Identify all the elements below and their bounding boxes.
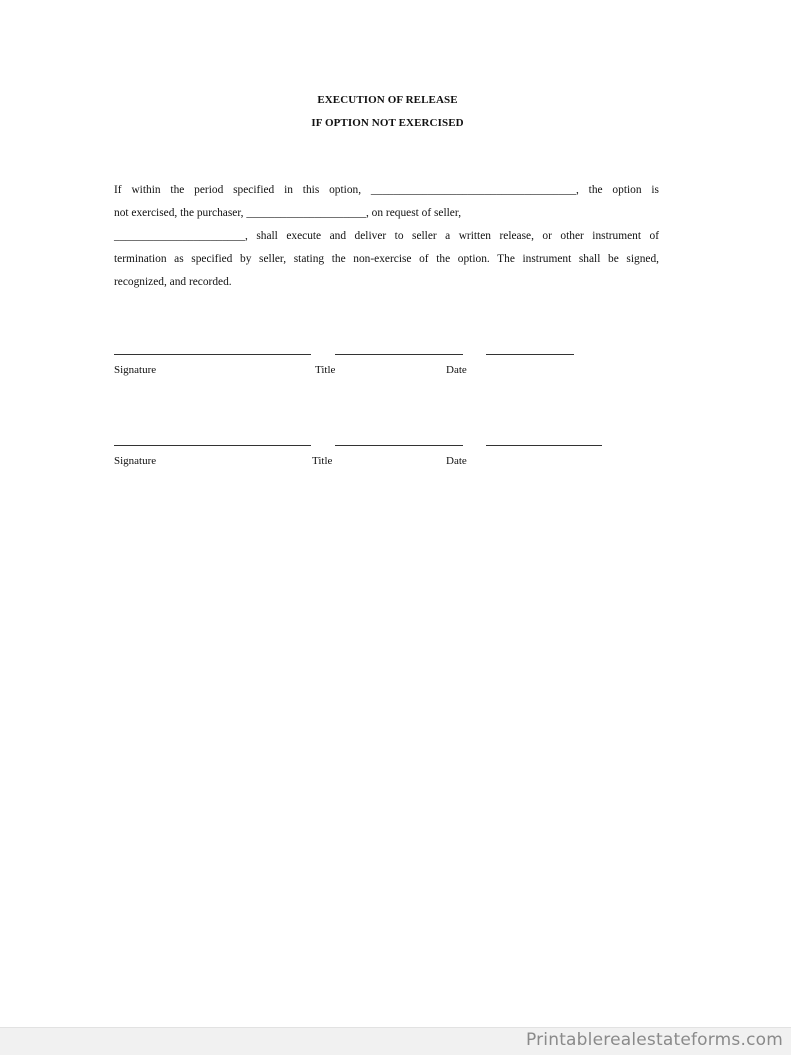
signature-block-2 xyxy=(0,435,791,475)
signature-line[interactable] xyxy=(114,354,311,355)
title-label: Title xyxy=(315,364,336,376)
date-label: Date xyxy=(446,364,467,376)
date-label: Date xyxy=(446,455,467,467)
document-title: EXECUTION OF RELEASE xyxy=(317,94,458,106)
title-label: Title xyxy=(312,455,333,467)
paragraph-line-2: not exercised, the purchaser, _____________________, on request of seller, xyxy=(114,207,462,219)
paragraph-line-1: If within the period specified in this option, ____________________________________, the option is xyxy=(114,184,659,196)
paragraph-line-3: _______________________, shall execute and deliver to seller a written release, or other instrument of xyxy=(114,230,659,242)
title-line[interactable] xyxy=(335,354,463,355)
paragraph-line-4: termination as specified by seller, stating the non-exercise of the option. The instrument shall be signed, xyxy=(114,253,659,265)
date-line[interactable] xyxy=(486,445,602,446)
title-line[interactable] xyxy=(335,445,463,446)
release-paragraph xyxy=(114,179,659,294)
document-subtitle: IF OPTION NOT EXERCISED xyxy=(311,117,464,129)
site-watermark: Printablerealestateforms.com xyxy=(525,1030,783,1050)
paragraph-line-5: recognized, and recorded. xyxy=(114,276,232,288)
signature-label: Signature xyxy=(114,455,157,467)
watermark-footer xyxy=(0,1027,791,1055)
signature-label: Signature xyxy=(114,364,157,376)
date-line[interactable] xyxy=(486,354,574,355)
signature-block-1 xyxy=(0,344,791,384)
signature-line[interactable] xyxy=(114,445,311,446)
